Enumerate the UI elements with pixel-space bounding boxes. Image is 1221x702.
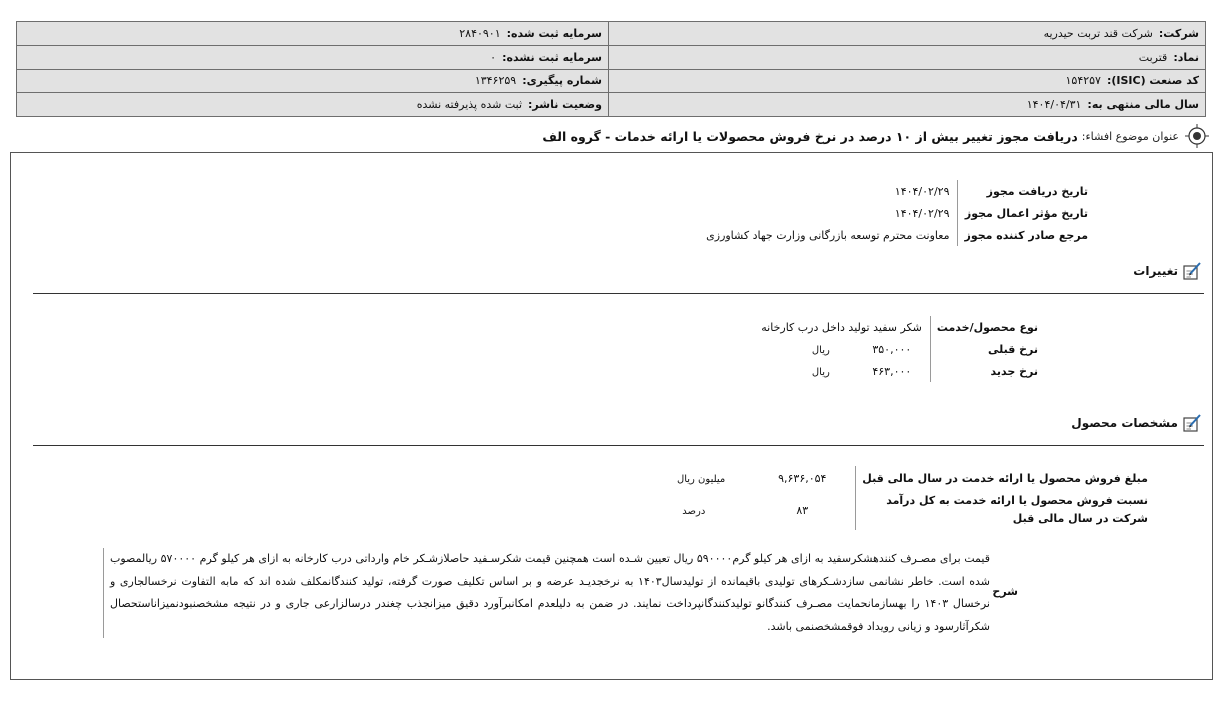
- symbol-value: قتربت: [1138, 50, 1168, 64]
- description-text: قیمت برای مصـرف کنندهشکرسفید به ازای هر کیلو گرم۵۹۰۰۰۰ ریال تعیین شـده است همچنین قیمت شکرسـفید حاصلازشـکر خام وارداتی درب کارخانه به ازای هر کیلو گرم ۵۷۰۰۰۰ ریالمصوب شده است. خاطر نشانمی سازدشـکرهای تولیدی باقیمانده از تولیدسال۱۴۰۳ به نرخجدیـد عرضه و بر اساس تکلیف صورت گرفته، تولید کنندگانمکلف شده اند که مابه التفاوت نرخسالجاری و نرخسال ۱۴۰۳ را بهسازمانحمایت مصـرف کنندگانو تولیدکنندگانپرداخت نمایند. در ضمن به دلیلعدم امکانبرآورد دقیق میزانجذب چغندر درسالزارعی جاری و در نتیجه مشخصنبودنمیزاناستحصال شکرآثارسود و زیانی رویداد فوقمشخصنمی باشد.: [103, 548, 990, 638]
- tracking-cell: [17, 69, 609, 93]
- symbol-cell: [609, 45, 1206, 69]
- sales-unit: میلیون ریال: [676, 473, 726, 485]
- receive-date-label: تاریخ دریافت مجوز: [958, 180, 1092, 202]
- changes-table: [757, 316, 1042, 382]
- product-specs-section-label: مشخصات محصول: [1071, 416, 1178, 430]
- ratio-label: [856, 490, 1152, 530]
- disclosure-subject-label: عنوان موضوع افشاء:: [1081, 129, 1179, 143]
- ratio-cell: [673, 490, 856, 530]
- old-rate-unit: ریال: [811, 344, 830, 356]
- disclosure-subject-title: دریافت مجوز تغییر بیش از ۱۰ درصد در نرخ فروش محصولات یا ارائه خدمات - گروه الف: [542, 128, 1078, 144]
- new-rate-cell: [757, 360, 930, 382]
- edit-icon: [1182, 261, 1202, 281]
- old-rate-cell: [757, 338, 930, 360]
- effective-date-value: ۱۴۰۴/۰۲/۲۹: [894, 206, 950, 220]
- receive-date-value: ۱۴۰۴/۰۲/۲۹: [894, 184, 950, 198]
- tracking-label: شماره پیگیری:: [522, 74, 602, 88]
- isic-label: کد صنعت (ISIC):: [1106, 74, 1199, 88]
- isic-value: ۱۵۴۲۵۷: [1065, 74, 1101, 88]
- product-type-value: شکر سفید تولید داخل درب کارخانه: [761, 320, 922, 334]
- ratio-value: ۸۳: [796, 503, 809, 517]
- product-specs-table: [673, 466, 1152, 530]
- target-icon: [1185, 124, 1209, 148]
- new-rate-label: نرخ جدید: [930, 360, 1042, 382]
- sales-label: مبلغ فروش محصول یا ارائه خدمت در سال مالی قبل: [856, 466, 1152, 490]
- edit-icon: [1182, 413, 1202, 433]
- ratio-unit: درصد: [682, 505, 706, 517]
- publisher-status-value: ثبت شده پذیرفته نشده: [416, 98, 523, 112]
- registered-capital-cell: [17, 22, 609, 46]
- disclosure-content-box: [10, 152, 1213, 680]
- new-rate-value: ۴۶۳,۰۰۰: [872, 364, 912, 378]
- disclosure-subject-row: [9, 122, 1209, 150]
- company-value: شرکت قند تربت حیدریه: [1043, 26, 1153, 40]
- unregistered-capital-cell: [17, 45, 609, 69]
- sales-cell: [673, 466, 856, 490]
- publisher-status-label: وضعیت ناشر:: [528, 98, 602, 112]
- permit-details-table: [702, 180, 1092, 246]
- publisher-status-cell: [17, 93, 609, 117]
- fiscal-year-label: سال مالی منتهی به:: [1087, 98, 1199, 112]
- product-type-label: نوع محصول/خدمت: [930, 316, 1042, 338]
- new-rate-unit: ریال: [811, 366, 830, 378]
- unregistered-capital-value: ۰: [490, 50, 497, 64]
- old-rate-label: نرخ قبلی: [930, 338, 1042, 360]
- isic-cell: [609, 69, 1206, 93]
- sales-value: ۹,۶۳۶,۰۵۴: [778, 471, 827, 485]
- old-rate-value: ۳۵۰,۰۰۰: [872, 342, 912, 356]
- company-label: شرکت:: [1158, 26, 1199, 40]
- symbol-label: نماد:: [1173, 50, 1199, 64]
- registered-capital-label: سرمایه ثبت شده:: [506, 26, 602, 40]
- changes-section-title: [1133, 261, 1202, 281]
- product-specs-divider: [33, 445, 1204, 446]
- header-info-table: [16, 21, 1206, 117]
- tracking-value: ۱۳۴۶۲۵۹: [474, 74, 517, 88]
- description-label: شرح: [992, 585, 1018, 598]
- fiscal-year-value: ۱۴۰۴/۰۴/۳۱: [1026, 98, 1082, 112]
- ratio-label-line2: شرکت در سال مالی قبل: [1012, 512, 1148, 525]
- changes-section-label: تغییرات: [1133, 264, 1178, 278]
- issuer-label: مرجع صادر کننده مجوز: [958, 224, 1092, 246]
- changes-divider: [33, 293, 1204, 294]
- registered-capital-value: ۲۸۴۰۹۰۱: [459, 26, 501, 40]
- ratio-label-line1: نسبت فروش محصول یا ارائه خدمت به کل درآمد: [886, 494, 1148, 507]
- effective-date-label: تاریخ مؤثر اعمال مجوز: [958, 202, 1092, 224]
- product-specs-section-title: [1071, 413, 1202, 433]
- issuer-value: معاونت محترم توسعه بازرگانی وزارت جهاد کشاورزی: [706, 228, 950, 242]
- fiscal-year-cell: [609, 93, 1206, 117]
- company-cell: [609, 22, 1206, 46]
- unregistered-capital-label: سرمایه ثبت نشده:: [502, 50, 602, 64]
